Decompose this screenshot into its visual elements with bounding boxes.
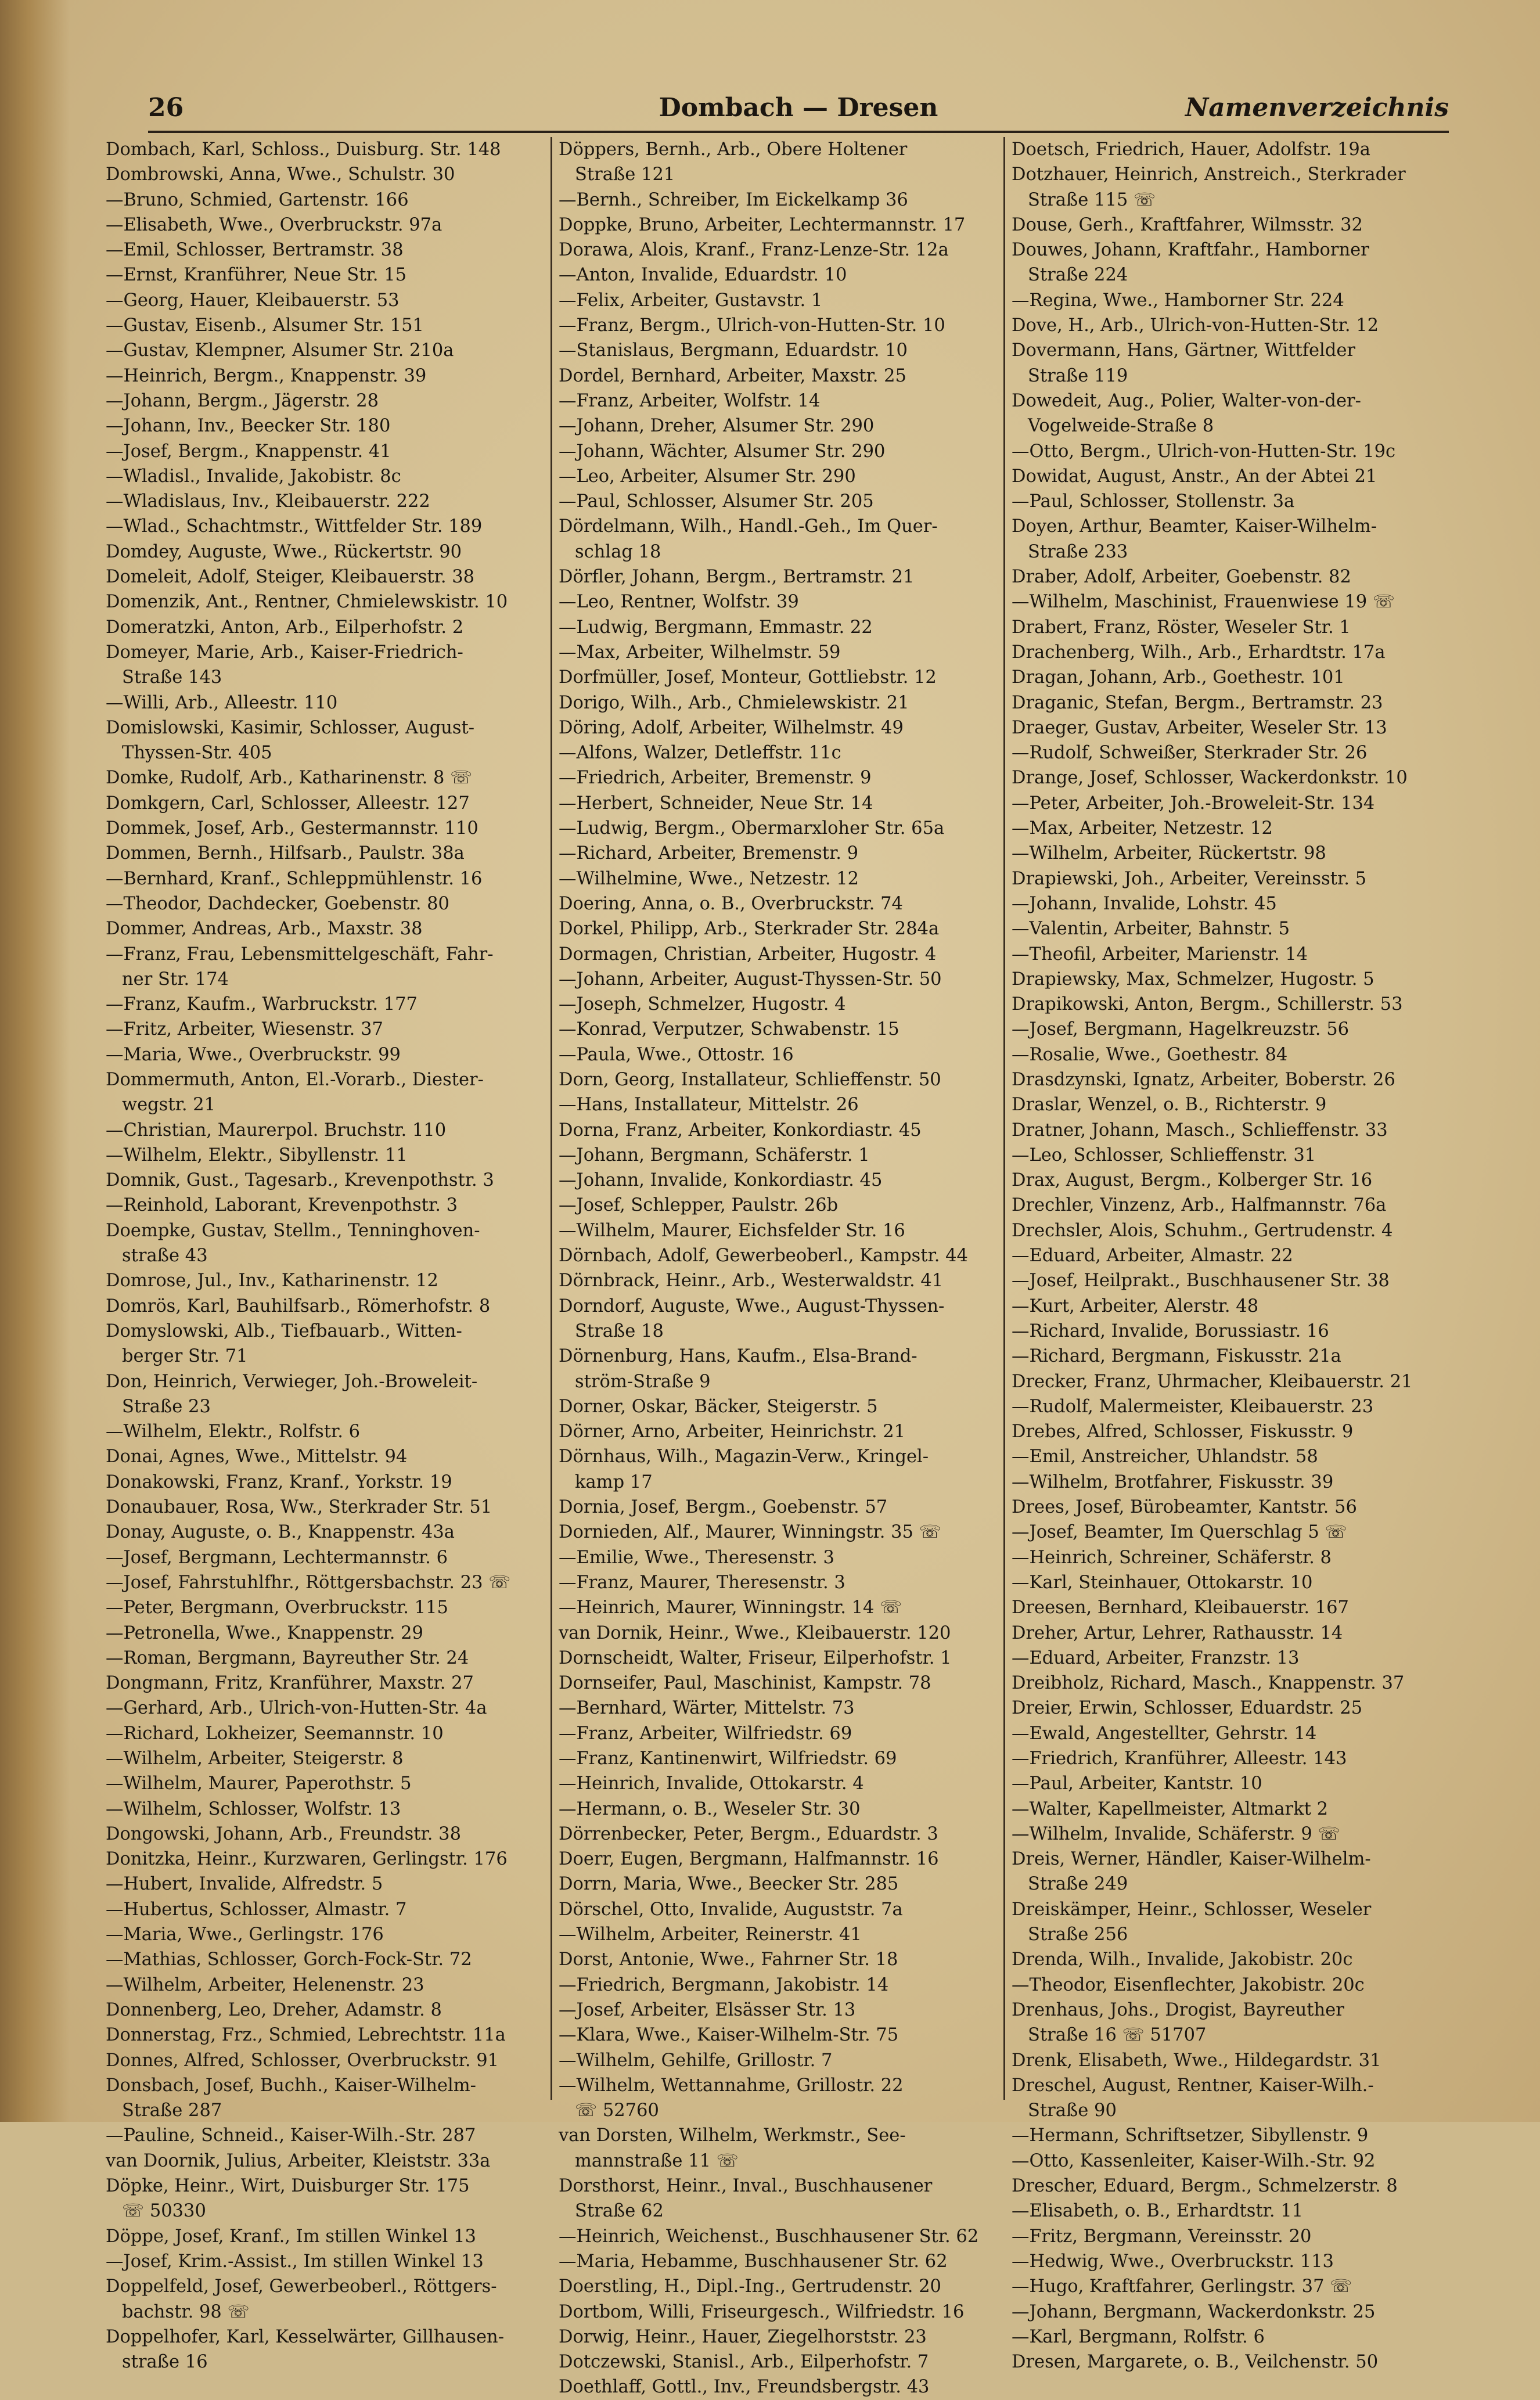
directory-entry: —Hugo, Kraftfahrer, Gerlingstr. 37 ☏ [1012, 2276, 1352, 2297]
header-rule [148, 131, 1449, 133]
directory-entry: Dreis, Werner, Händler, Kaiser-Wilhelm- [1012, 1849, 1371, 1870]
directory-entry: —Georg, Hauer, Kleibauerstr. 53 [106, 290, 400, 311]
entry-continuation: ☏ 52760 [575, 2100, 659, 2121]
directory-entry: Douse, Gerh., Kraftfahrer, Wilmsstr. 32 [1012, 214, 1363, 235]
directory-entry: —Karl, Bergmann, Rolfstr. 6 [1012, 2326, 1265, 2347]
directory-entry: van Doornik, Julius, Arbeiter, Kleiststr. 33a [106, 2150, 491, 2171]
directory-entry: Draeger, Gustav, Arbeiter, Weseler Str. 13 [1012, 717, 1387, 738]
directory-entry: —Heinrich, Schreiner, Schäferstr. 8 [1012, 1547, 1332, 1568]
entry-continuation: schlag 18 [575, 541, 661, 562]
directory-entry: —Wilhelmine, Wwe., Netzestr. 12 [559, 868, 859, 889]
page-header [148, 93, 1449, 134]
directory-entry: Doetsch, Friedrich, Hauer, Adolfstr. 19a [1012, 139, 1370, 160]
directory-entry: Dowidat, August, Anstr., An der Abtei 21 [1012, 466, 1377, 487]
directory-entry: Dorndorf, Auguste, Wwe., August-Thyssen- [559, 1296, 945, 1316]
directory-entry: —Heinrich, Weichenst., Buschhausener Str. 62 [559, 2226, 979, 2247]
directory-entry: —Kurt, Arbeiter, Alerstr. 48 [1012, 1296, 1259, 1316]
directory-entry: —Wilhelm, Brotfahrer, Fiskusstr. 39 [1012, 1471, 1334, 1492]
directory-entry: —Ludwig, Bergmann, Emmastr. 22 [559, 617, 873, 638]
directory-entry: Domrose, Jul., Inv., Katharinenstr. 12 [106, 1271, 438, 1291]
directory-entry: —Bernhard, Kranf., Schleppmühlenstr. 16 [106, 868, 483, 889]
directory-entry: —Emilie, Wwe., Theresenstr. 3 [559, 1547, 834, 1568]
directory-entry: Dragan, Johann, Arb., Goethestr. 101 [1012, 667, 1345, 688]
directory-entry: Dorna, Franz, Arbeiter, Konkordiastr. 45 [559, 1120, 922, 1140]
directory-entry: —Hedwig, Wwe., Overbruckstr. 113 [1012, 2251, 1334, 2272]
directory-entry: —Richard, Bergmann, Fiskusstr. 21a [1012, 1346, 1341, 1367]
directory-entry: Doethlaff, Gottl., Inv., Freundsbergstr. 43 [559, 2377, 930, 2398]
directory-entry: —Valentin, Arbeiter, Bahnstr. 5 [1012, 919, 1290, 940]
directory-entry: Dorner, Oskar, Bäcker, Steigerstr. 5 [559, 1396, 878, 1417]
directory-entry: —Leo, Schlosser, Schlieffenstr. 31 [1012, 1145, 1316, 1165]
directory-entry: —Wilhelm, Gehilfe, Grillostr. 7 [559, 2050, 833, 2071]
entry-continuation: Straße 90 [1028, 2100, 1117, 2121]
directory-entry: Drapiewski, Joh., Arbeiter, Vereinsstr. 5 [1012, 868, 1366, 889]
directory-entry: Drenda, Wilh., Invalide, Jakobistr. 20c [1012, 1949, 1353, 1970]
directory-entry: Domislowski, Kasimir, Schlosser, August- [106, 717, 475, 738]
directory-entry: —Mathias, Schlosser, Gorch-Fock-Str. 72 [106, 1949, 472, 1970]
column-divider [550, 137, 552, 2100]
directory-entry: Dommen, Bernh., Hilfsarb., Paulstr. 38a [106, 843, 465, 864]
directory-entry: —Franz, Maurer, Theresenstr. 3 [559, 1572, 845, 1593]
directory-entry: —Franz, Kantinenwirt, Wilfriedstr. 69 [559, 1748, 897, 1769]
directory-entry: Dombrowski, Anna, Wwe., Schulstr. 30 [106, 164, 455, 185]
entry-continuation: Vogelweide-Straße 8 [1028, 416, 1214, 437]
directory-entry: —Richard, Lokheizer, Seemannstr. 10 [106, 1723, 444, 1744]
directory-entry: —Johann, Invalide, Konkordiastr. 45 [559, 1170, 883, 1191]
directory-entry: Domnik, Gust., Tagesarb., Krevenpothstr. 3 [106, 1170, 494, 1191]
directory-entry: —Franz, Arbeiter, Wolfstr. 14 [559, 390, 821, 411]
directory-entry: Drapiewsky, Max, Schmelzer, Hugostr. 5 [1012, 969, 1375, 989]
directory-entry: —Fritz, Bergmann, Vereinsstr. 20 [1012, 2226, 1312, 2247]
directory-entry: —Peter, Arbeiter, Joh.-Broweleit-Str. 134 [1012, 793, 1375, 814]
directory-entry: —Wilhelm, Invalide, Schäferstr. 9 ☏ [1012, 1823, 1340, 1844]
directory-entry: —Wilhelm, Schlosser, Wolfstr. 13 [106, 1798, 401, 1819]
directory-entry: Dreesen, Bernhard, Kleibauerstr. 167 [1012, 1597, 1349, 1618]
directory-entry: Dornscheidt, Walter, Friseur, Eilperhofstr. 1 [559, 1647, 952, 1668]
directory-entry: Dommer, Andreas, Arb., Maxstr. 38 [106, 919, 423, 940]
directory-entry: —Max, Arbeiter, Netzestr. 12 [1012, 818, 1273, 839]
directory-entry: —Konrad, Verputzer, Schwabenstr. 15 [559, 1019, 899, 1040]
directory-entry: Dorwig, Heinr., Hauer, Ziegelhorststr. 23 [559, 2326, 927, 2347]
directory-entry: —Josef, Bergmann, Lechtermannstr. 6 [106, 1547, 448, 1568]
entry-continuation: bachstr. 98 ☏ [122, 2301, 250, 2322]
entry-continuation: wegstr. 21 [122, 1095, 216, 1116]
directory-entry: Dongmann, Fritz, Kranführer, Maxstr. 27 [106, 1673, 474, 1694]
directory-entry: —Petronella, Wwe., Knappenstr. 29 [106, 1622, 423, 1643]
directory-entry: —Ewald, Angestellter, Gehrstr. 14 [1012, 1723, 1317, 1744]
directory-entry: —Hubertus, Schlosser, Almastr. 7 [106, 1899, 407, 1920]
directory-entry: —Paul, Schlosser, Alsumer Str. 205 [559, 491, 874, 512]
directory-entry: Donnes, Alfred, Schlosser, Overbruckstr. 91 [106, 2050, 499, 2071]
directory-entry: Draber, Adolf, Arbeiter, Goebenstr. 82 [1012, 567, 1351, 588]
directory-entry: —Johann, Arbeiter, August-Thyssen-Str. 50 [559, 969, 942, 989]
directory-entry: —Leo, Arbeiter, Alsumer Str. 290 [559, 466, 856, 487]
directory-entry: Dorrn, Maria, Wwe., Beecker Str. 285 [559, 1874, 899, 1895]
directory-entry: Dratner, Johann, Masch., Schlieffenstr. 33 [1012, 1120, 1388, 1140]
directory-entry: Drax, August, Bergm., Kolberger Str. 16 [1012, 1170, 1373, 1191]
directory-entry: —Wilhelm, Elektr., Rolfstr. 6 [106, 1422, 361, 1442]
directory-entry: Dörrenbecker, Peter, Bergm., Eduardstr. 3 [559, 1823, 938, 1844]
directory-entry: —Bernh., Schreiber, Im Eickelkamp 36 [559, 189, 908, 210]
directory-entry: Dörfler, Johann, Bergm., Bertramstr. 21 [559, 567, 915, 588]
entry-continuation: Straße 16 ☏ 51707 [1028, 2025, 1207, 2046]
entry-continuation: Straße 62 [575, 2201, 664, 2222]
directory-entry: —Otto, Bergm., Ulrich-von-Hutten-Str. 19c [1012, 441, 1396, 462]
directory-entry: —Wilhelm, Arbeiter, Helenenstr. 23 [106, 1974, 424, 1995]
directory-entry: —Karl, Steinhauer, Ottokarstr. 10 [1012, 1572, 1313, 1593]
directory-entry: Drange, Josef, Schlosser, Wackerdonkstr. 10 [1012, 768, 1408, 789]
entry-continuation: Straße 224 [1028, 265, 1128, 286]
directory-entry: Dotzhauer, Heinrich, Anstreich., Sterkrader [1012, 164, 1406, 185]
directory-entry: Dorkel, Philipp, Arb., Sterkrader Str. 284a [559, 919, 940, 940]
directory-entry: Dongowski, Johann, Arb., Freundstr. 38 [106, 1823, 461, 1844]
directory-entry: Döppers, Bernh., Arb., Obere Holtener [559, 139, 908, 160]
page-number: 26 [148, 93, 184, 123]
directory-entry: —Otto, Kassenleiter, Kaiser-Wilh.-Str. 92 [1012, 2150, 1376, 2171]
directory-entry: —Walter, Kapellmeister, Altmarkt 2 [1012, 1798, 1328, 1819]
directory-entry: Drecker, Franz, Uhrmacher, Kleibauerstr. 21 [1012, 1371, 1413, 1392]
entry-continuation: Straße 121 [575, 164, 675, 185]
directory-entry: Dörnbach, Adolf, Gewerbeoberl., Kampstr. 44 [559, 1246, 968, 1266]
directory-entry: —Wilhelm, Maurer, Eichsfelder Str. 16 [559, 1220, 905, 1241]
directory-entry: Drasdzynski, Ignatz, Arbeiter, Boberstr. 26 [1012, 1069, 1395, 1090]
directory-entry: Drabert, Franz, Röster, Weseler Str. 1 [1012, 617, 1351, 638]
directory-entry: Dreier, Erwin, Schlosser, Eduardstr. 25 [1012, 1698, 1363, 1719]
directory-entry: Doempke, Gustav, Stellm., Tenninghoven- [106, 1220, 480, 1241]
entry-continuation: Straße 233 [1028, 541, 1128, 562]
directory-entry: —Rudolf, Malermeister, Kleibauerstr. 23 [1012, 1396, 1374, 1417]
directory-entry: —Maria, Wwe., Overbruckstr. 99 [106, 1044, 401, 1065]
directory-entry: —Franz, Bergm., Ulrich-von-Hutten-Str. 10 [559, 315, 945, 336]
directory-entry: —Richard, Invalide, Borussiastr. 16 [1012, 1320, 1329, 1341]
directory-entry: Drescher, Eduard, Bergm., Schmelzerstr. 8 [1012, 2176, 1398, 2197]
directory-entry: —Wilhelm, Arbeiter, Reinerstr. 41 [559, 1924, 862, 1945]
directory-entry: —Josef, Bergmann, Hagelkreuzstr. 56 [1012, 1019, 1350, 1040]
directory-entry: —Hubert, Invalide, Alfredstr. 5 [106, 1874, 383, 1895]
directory-entry: —Gerhard, Arb., Ulrich-von-Hutten-Str. 4a [106, 1698, 487, 1719]
directory-entry: —Wladisl., Invalide, Jakobistr. 8c [106, 466, 401, 487]
directory-entry: Domke, Rudolf, Arb., Katharinenstr. 8 ☏ [106, 768, 473, 789]
directory-entry: Douwes, Johann, Kraftfahr., Hamborner [1012, 240, 1369, 261]
directory-entry: Dommek, Josef, Arb., Gestermannstr. 110 [106, 818, 478, 839]
entry-continuation: Straße 119 [1028, 365, 1128, 386]
directory-entry: —Theodor, Dachdecker, Goebenstr. 80 [106, 893, 449, 914]
directory-entry: —Josef, Beamter, Im Querschlag 5 ☏ [1012, 1522, 1347, 1543]
directory-entry: —Maria, Wwe., Gerlingstr. 176 [106, 1924, 384, 1945]
directory-entry: Domenzik, Ant., Rentner, Chmielewskistr. 10 [106, 592, 508, 613]
directory-entry: Dördelmann, Wilh., Handl.-Geh., Im Quer- [559, 516, 938, 537]
directory-entry: Dorn, Georg, Installateur, Schlieffenstr. 50 [559, 1069, 941, 1090]
directory-entry: —Franz, Kaufm., Warbruckstr. 177 [106, 994, 418, 1015]
directory-entry: Dörnenburg, Hans, Kaufm., Elsa-Brand- [559, 1346, 917, 1367]
directory-entry: Dorawa, Alois, Kranf., Franz-Lenze-Str. 12a [559, 240, 949, 261]
directory-entry: Dornseifer, Paul, Maschinist, Kampstr. 78 [559, 1673, 931, 1694]
directory-entry: Dörnbrack, Heinr., Arb., Westerwaldstr. 41 [559, 1271, 944, 1291]
entry-continuation: Straße 249 [1028, 1874, 1128, 1895]
directory-entry: —Willi, Arb., Alleestr. 110 [106, 692, 338, 713]
directory-entry: Don, Heinrich, Verwieger, Joh.-Broweleit- [106, 1371, 478, 1392]
directory-entry: Doerr, Eugen, Bergmann, Halfmannstr. 16 [559, 1849, 939, 1870]
directory-entry: Donsbach, Josef, Buchh., Kaiser-Wilhelm- [106, 2075, 476, 2096]
directory-entry: Dreher, Artur, Lehrer, Rathausstr. 14 [1012, 1622, 1343, 1643]
entry-continuation: ström-Straße 9 [575, 1371, 711, 1392]
directory-entry: —Max, Arbeiter, Wilhelmstr. 59 [559, 642, 841, 663]
directory-entry: —Bernhard, Wärter, Mittelstr. 73 [559, 1698, 855, 1719]
directory-entry: —Heinrich, Invalide, Ottokarstr. 4 [559, 1773, 864, 1794]
directory-entry: Domkgern, Carl, Schlosser, Alleestr. 127 [106, 793, 470, 814]
directory-entry: van Dorsten, Wilhelm, Werkmstr., See- [559, 2125, 906, 2146]
directory-entry: Dowedeit, Aug., Polier, Walter-von-der- [1012, 390, 1361, 411]
directory-entry: —Fritz, Arbeiter, Wiesenstr. 37 [106, 1019, 383, 1040]
entry-continuation: Straße 115 ☏ [1028, 189, 1156, 210]
directory-entry: —Johann, Inv., Beecker Str. 180 [106, 416, 391, 437]
directory-entry: —Emil, Schlosser, Bertramstr. 38 [106, 240, 404, 261]
directory-entry: —Rudolf, Schweißer, Sterkrader Str. 26 [1012, 743, 1368, 764]
directory-entry: Drachenberg, Wilh., Arb., Erhardtstr. 17a [1012, 642, 1386, 663]
entry-continuation: kamp 17 [575, 1471, 653, 1492]
directory-entry: —Wilhelm, Arbeiter, Steigerstr. 8 [106, 1748, 404, 1769]
directory-entry: —Josef, Bergm., Knappenstr. 41 [106, 441, 391, 462]
directory-entry: —Anton, Invalide, Eduardstr. 10 [559, 265, 847, 286]
directory-entry: —Ludwig, Bergm., Obermarxloher Str. 65a [559, 818, 945, 839]
directory-entry: Dreibholz, Richard, Masch., Knappenstr. 37 [1012, 1673, 1405, 1694]
directory-entry: —Christian, Maurerpol. Bruchstr. 110 [106, 1120, 447, 1140]
directory-entry: —Theodor, Eisenflechter, Jakobistr. 20c [1012, 1974, 1365, 1995]
directory-entry: —Alfons, Walzer, Detleffstr. 11c [559, 743, 841, 764]
directory-entry: Dorfmüller, Josef, Monteur, Gottliebstr. 12 [559, 667, 937, 688]
directory-entry: —Josef, Krim.-Assist., Im stillen Winkel 13 [106, 2251, 484, 2272]
directory-entry: —Wilhelm, Elektr., Sibyllenstr. 11 [106, 1145, 408, 1165]
directory-entry: —Pauline, Schneid., Kaiser-Wilh.-Str. 287 [106, 2125, 476, 2146]
directory-entry: Doyen, Arthur, Beamter, Kaiser-Wilhelm- [1012, 516, 1377, 537]
directory-entry: —Wlad., Schachtmstr., Wittfelder Str. 189 [106, 516, 483, 537]
directory-entry: —Roman, Bergmann, Bayreuther Str. 24 [106, 1647, 469, 1668]
directory-entry: Drebes, Alfred, Schlosser, Fiskusstr. 9 [1012, 1422, 1354, 1442]
directory-entry: Drenhaus, Johs., Drogist, Bayreuther [1012, 1999, 1344, 2020]
entry-continuation: berger Str. 71 [122, 1346, 248, 1367]
directory-entry: Donitzka, Heinr., Kurzwaren, Gerlingstr. 176 [106, 1849, 508, 1870]
directory-entry: —Richard, Arbeiter, Bremenstr. 9 [559, 843, 859, 864]
directory-entry: Dorst, Antonie, Wwe., Fahrner Str. 18 [559, 1949, 898, 1970]
directory-entry: —Joseph, Schmelzer, Hugostr. 4 [559, 994, 846, 1015]
entry-continuation: Straße 18 [575, 1320, 664, 1341]
directory-entry: —Peter, Bergmann, Overbruckstr. 115 [106, 1597, 448, 1618]
directory-entry: Domeyer, Marie, Arb., Kaiser-Friedrich- [106, 642, 463, 663]
directory-entry: Dordel, Bernhard, Arbeiter, Maxstr. 25 [559, 365, 906, 386]
directory-entry: —Wilhelm, Maurer, Paperothstr. 5 [106, 1773, 412, 1794]
directory-entry: Dörnhaus, Wilh., Magazin-Verw., Kringel- [559, 1447, 929, 1467]
directory-entry: —Paula, Wwe., Ottostr. 16 [559, 1044, 794, 1065]
entry-continuation: mannstraße 11 ☏ [575, 2150, 739, 2171]
directory-entry: —Regina, Wwe., Hamborner Str. 224 [1012, 290, 1344, 311]
directory-entry: Draganic, Stefan, Bergm., Bertramstr. 23 [1012, 692, 1383, 713]
directory-entry: —Wilhelm, Arbeiter, Rückertstr. 98 [1012, 843, 1326, 864]
entry-continuation: Thyssen-Str. 405 [122, 743, 272, 764]
entry-continuation: Straße 23 [122, 1396, 211, 1417]
directory-entry: —Klara, Wwe., Kaiser-Wilhelm-Str. 75 [559, 2025, 899, 2046]
directory-entry: —Eduard, Arbeiter, Franzstr. 13 [1012, 1647, 1300, 1668]
directory-entry: Dorsthorst, Heinr., Inval., Buschhausener [559, 2176, 933, 2197]
directory-entry: Dörner, Arno, Arbeiter, Heinrichstr. 21 [559, 1422, 906, 1442]
directory-entry: Doppelhofer, Karl, Kesselwärter, Gillhausen- [106, 2326, 504, 2347]
directory-entry: Dombach, Karl, Schloss., Duisburg. Str. 148 [106, 139, 501, 160]
directory-entry: Domeleit, Adolf, Steiger, Kleibauerstr. 38 [106, 567, 475, 588]
directory-entry: —Johann, Bergmann, Wackerdonkstr. 25 [1012, 2301, 1376, 2322]
directory-entry: —Paul, Schlosser, Stollenstr. 3a [1012, 491, 1295, 512]
directory-entry: —Wladislaus, Inv., Kleibauerstr. 222 [106, 491, 430, 512]
directory-entry: —Theofil, Arbeiter, Marienstr. 14 [1012, 944, 1308, 965]
entry-continuation: Straße 287 [122, 2100, 222, 2121]
directory-entry: —Gustav, Klempner, Alsumer Str. 210a [106, 340, 454, 361]
directory-entry: Drenk, Elisabeth, Wwe., Hildegardstr. 31 [1012, 2050, 1381, 2071]
directory-entry: Donaubauer, Rosa, Ww., Sterkrader Str. 51 [106, 1497, 492, 1518]
directory-entry: —Wilhelm, Wettannahme, Grillostr. 22 [559, 2075, 904, 2096]
directory-entry: Dove, H., Arb., Ulrich-von-Hutten-Str. 12 [1012, 315, 1379, 336]
section-title: Namenverzeichnis [1185, 93, 1449, 123]
directory-entry: van Dornik, Heinr., Wwe., Kleibauerstr. 120 [559, 1622, 951, 1643]
directory-entry: Doppelfeld, Josef, Gewerbeoberl., Röttgers- [106, 2276, 497, 2297]
directory-entry: —Gustav, Eisenb., Alsumer Str. 151 [106, 315, 424, 336]
directory-entry: —Reinhold, Laborant, Krevenpothstr. 3 [106, 1195, 458, 1216]
directory-entry: —Stanislaus, Bergmann, Eduardstr. 10 [559, 340, 908, 361]
column-divider [1003, 137, 1005, 2100]
directory-entry: —Friedrich, Arbeiter, Bremenstr. 9 [559, 768, 872, 789]
directory-entry: Dortbom, Willi, Friseurgesch., Wilfriedstr. 16 [559, 2301, 965, 2322]
directory-entry: Doerstling, H., Dipl.-Ing., Gertrudenstr. 20 [559, 2276, 941, 2297]
directory-column-3 [1012, 137, 1453, 2373]
directory-entry: Doering, Anna, o. B., Overbruckstr. 74 [559, 893, 903, 914]
directory-entry: —Franz, Frau, Lebensmittelgeschäft, Fahr- [106, 944, 494, 965]
directory-entry: —Friedrich, Kranführer, Alleestr. 143 [1012, 1748, 1347, 1769]
entry-continuation: ner Str. 174 [122, 969, 229, 989]
directory-entry: Donnerstag, Frz., Schmied, Lebrechtstr. 11a [106, 2025, 506, 2046]
entry-continuation: ☏ 50330 [122, 2201, 206, 2222]
directory-entry: Dovermann, Hans, Gärtner, Wittfelder [1012, 340, 1355, 361]
directory-entry: —Johann, Invalide, Lohstr. 45 [1012, 893, 1277, 914]
directory-entry: —Felix, Arbeiter, Gustavstr. 1 [559, 290, 823, 311]
entry-continuation: Straße 143 [122, 667, 222, 688]
directory-entry: —Wilhelm, Maschinist, Frauenwiese 19 ☏ [1012, 592, 1395, 613]
directory-entry: Donay, Auguste, o. B., Knappenstr. 43a [106, 1522, 455, 1543]
directory-entry: Domrös, Karl, Bauhilfsarb., Römerhofstr. 8 [106, 1296, 491, 1316]
directory-entry: Domyslowski, Alb., Tiefbauarb., Witten- [106, 1320, 462, 1341]
directory-entry: —Herbert, Schneider, Neue Str. 14 [559, 793, 873, 814]
directory-entry: —Hans, Installateur, Mittelstr. 26 [559, 1095, 859, 1116]
directory-entry: Drees, Josef, Bürobeamter, Kantstr. 56 [1012, 1497, 1357, 1518]
directory-entry: —Josef, Arbeiter, Elsässer Str. 13 [559, 1999, 856, 2020]
directory-entry: Dreiskämper, Heinr., Schlosser, Weseler [1012, 1899, 1372, 1920]
directory-entry: —Maria, Hebamme, Buschhausener Str. 62 [559, 2251, 948, 2272]
directory-entry: —Johann, Dreher, Alsumer Str. 290 [559, 416, 875, 437]
entry-continuation: straße 16 [122, 2352, 208, 2373]
directory-entry: Doppke, Bruno, Arbeiter, Lechtermannstr. 17 [559, 214, 966, 235]
directory-entry: Dormagen, Christian, Arbeiter, Hugostr. 4 [559, 944, 937, 965]
directory-entry: Döppe, Josef, Kranf., Im stillen Winkel 13 [106, 2226, 476, 2247]
entry-continuation: straße 43 [122, 1246, 208, 1266]
directory-entry: —Hermann, Schriftsetzer, Sibyllenstr. 9 [1012, 2125, 1369, 2146]
directory-entry: Döpke, Heinr., Wirt, Duisburger Str. 175 [106, 2176, 470, 2197]
entry-continuation: Straße 256 [1028, 1924, 1128, 1945]
directory-entry: —Bruno, Schmied, Gartenstr. 166 [106, 189, 409, 210]
directory-entry: Dornieden, Alf., Maurer, Winningstr. 35 ☏ [559, 1522, 941, 1543]
binding-spine [0, 0, 70, 2122]
directory-entry: —Eduard, Arbeiter, Almastr. 22 [1012, 1246, 1293, 1266]
directory-entry: —Josef, Fahrstuhlfhr., Röttgersbachstr. 23 ☏ [106, 1572, 511, 1593]
directory-entry: —Rosalie, Wwe., Goethestr. 84 [1012, 1044, 1288, 1065]
directory-column-1 [106, 137, 542, 2373]
directory-entry: Dornia, Josef, Bergm., Goebenstr. 57 [559, 1497, 888, 1518]
directory-entry: —Josef, Heilprakt., Buschhausener Str. 38 [1012, 1271, 1390, 1291]
directory-entry: —Elisabeth, Wwe., Overbruckstr. 97a [106, 214, 442, 235]
page-title: Dombach — Dresen [659, 93, 938, 123]
directory-entry: Donnenberg, Leo, Dreher, Adamstr. 8 [106, 1999, 442, 2020]
directory-entry: Dommermuth, Anton, El.-Vorarb., Diester- [106, 1069, 484, 1090]
directory-entry: Dreschel, August, Rentner, Kaiser-Wilh.- [1012, 2075, 1374, 2096]
directory-entry: —Johann, Bergm., Jägerstr. 28 [106, 390, 379, 411]
directory-entry: —Elisabeth, o. B., Erhardtstr. 11 [1012, 2201, 1304, 2222]
directory-entry: Drapikowski, Anton, Bergm., Schillerstr. 53 [1012, 994, 1403, 1015]
directory-entry: —Johann, Bergmann, Schäferstr. 1 [559, 1145, 870, 1165]
directory-entry: —Josef, Schlepper, Paulstr. 26b [559, 1195, 839, 1216]
directory-entry: —Friedrich, Bergmann, Jakobistr. 14 [559, 1974, 889, 1995]
directory-entry: Dotczewski, Stanisl., Arb., Eilperhofstr. 7 [559, 2352, 929, 2373]
directory-entry: —Heinrich, Bergm., Knappenstr. 39 [106, 365, 427, 386]
directory-entry: Dörschel, Otto, Invalide, Auguststr. 7a [559, 1899, 903, 1920]
directory-entry: —Leo, Rentner, Wolfstr. 39 [559, 592, 799, 613]
directory-entry: Domdey, Auguste, Wwe., Rückertstr. 90 [106, 541, 462, 562]
directory-entry: —Johann, Wächter, Alsumer Str. 290 [559, 441, 886, 462]
directory-entry: —Paul, Arbeiter, Kantstr. 10 [1012, 1773, 1262, 1794]
directory-entry: —Heinrich, Maurer, Winningstr. 14 ☏ [559, 1597, 902, 1618]
directory-entry: Drechler, Vinzenz, Arb., Halfmannstr. 76a [1012, 1195, 1387, 1216]
directory-entry: Dresen, Margarete, o. B., Veilchenstr. 50 [1012, 2352, 1379, 2373]
directory-entry: —Franz, Arbeiter, Wilfriedstr. 69 [559, 1723, 852, 1744]
directory-column-2 [559, 137, 995, 2398]
directory-entry: —Hermann, o. B., Weseler Str. 30 [559, 1798, 861, 1819]
directory-entry: Döring, Adolf, Arbeiter, Wilhelmstr. 49 [559, 717, 904, 738]
directory-entry: Drechsler, Alois, Schuhm., Gertrudenstr. 4 [1012, 1220, 1393, 1241]
directory-entry: Draslar, Wenzel, o. B., Richterstr. 9 [1012, 1095, 1327, 1116]
directory-entry: —Emil, Anstreicher, Uhlandstr. 58 [1012, 1447, 1318, 1467]
directory-entry: Dorigo, Wilh., Arb., Chmielewskistr. 21 [559, 692, 909, 713]
directory-entry: Donakowski, Franz, Kranf., Yorkstr. 19 [106, 1471, 452, 1492]
directory-entry: Domeratzki, Anton, Arb., Eilperhofstr. 2 [106, 617, 464, 638]
directory-entry: Donai, Agnes, Wwe., Mittelstr. 94 [106, 1447, 408, 1467]
directory-entry: —Ernst, Kranführer, Neue Str. 15 [106, 265, 407, 286]
